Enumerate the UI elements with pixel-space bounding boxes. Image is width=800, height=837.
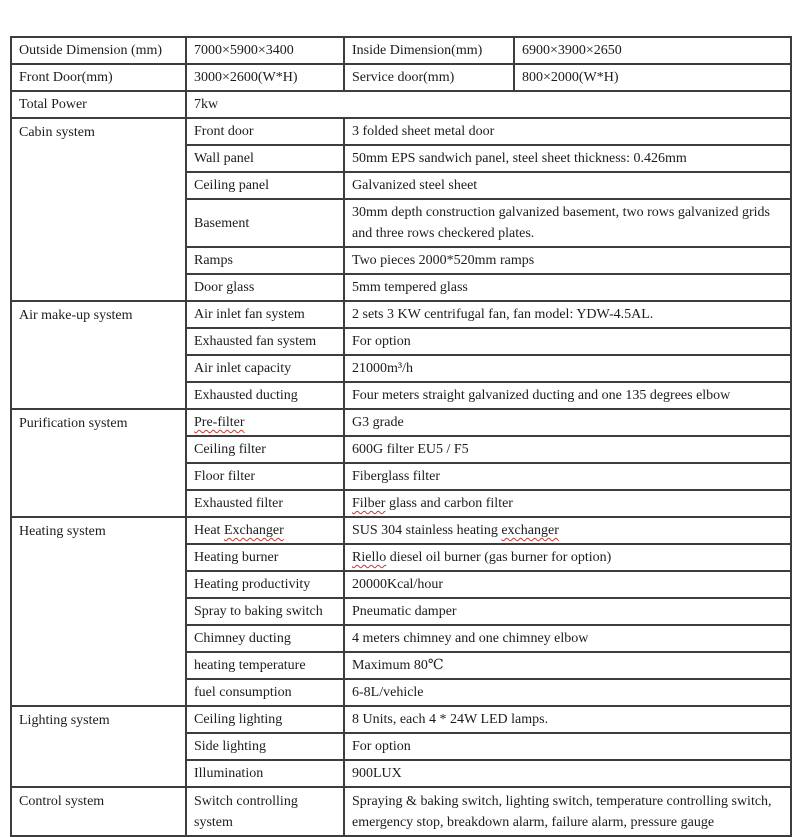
heating-productivity-value	[344, 571, 791, 598]
wall-panel-label	[186, 145, 344, 172]
misspelled-word: exchanger	[501, 523, 559, 538]
row-heat-exchanger	[11, 517, 791, 544]
exhausted-fan-value	[344, 328, 791, 355]
side-lighting-label	[186, 733, 344, 760]
text-segment: Service door(mm)	[352, 70, 455, 85]
heating-productivity-label	[186, 571, 344, 598]
text-segment: 900LUX	[352, 766, 402, 781]
misspelled-word: Pre-filter	[194, 415, 245, 430]
text-segment: 8 Units, each 4 * 24W LED lamps.	[352, 712, 549, 727]
air-inlet-capacity-value	[344, 355, 791, 382]
text-segment: fuel consumption	[194, 685, 292, 700]
text-segment: Pneumatic damper	[352, 604, 457, 619]
text-segment: Heat	[194, 523, 224, 538]
text-segment: Door glass	[194, 280, 255, 295]
text-segment: Front Door(mm)	[19, 70, 113, 85]
ceiling-lighting-value	[344, 706, 791, 733]
text-segment: Spraying & baking switch, lighting switch, temperature controlling switch, emergency stop, breakdown alarm, failure alarm, pressure gauge	[352, 793, 772, 830]
pre-filter-label	[186, 409, 344, 436]
misspelled-word: Exchanger	[223, 523, 284, 538]
spray-baking-switch-label	[186, 598, 344, 625]
text-segment: Exhausted ducting	[194, 388, 298, 403]
cabin-front-door-label	[186, 118, 344, 145]
spec-table	[10, 36, 792, 837]
pre-filter-value	[344, 409, 791, 436]
air-inlet-fan-value	[344, 301, 791, 328]
text-segment: Purification system	[19, 416, 128, 431]
text-segment: 3000×2600(W*H)	[194, 70, 298, 85]
section-purification-system	[11, 409, 186, 517]
air-inlet-capacity-label	[186, 355, 344, 382]
heating-temperature-label	[186, 652, 344, 679]
switch-controlling-value	[344, 787, 791, 836]
row-dimensions	[11, 37, 791, 64]
text-segment: 7kw	[194, 97, 219, 112]
illumination-value	[344, 760, 791, 787]
text-segment: For option	[352, 739, 411, 754]
text-segment: Maximum 80℃	[352, 658, 444, 673]
service-door-label	[344, 64, 514, 91]
text-segment: 4 meters chimney and one chimney elbow	[352, 631, 589, 646]
spec-table-body	[11, 37, 791, 836]
ceiling-panel-value	[344, 172, 791, 199]
basement-value	[344, 199, 791, 247]
ceiling-lighting-label	[186, 706, 344, 733]
row-control-system	[11, 787, 791, 836]
heating-temperature-value	[344, 652, 791, 679]
text-segment: G3 grade	[352, 415, 404, 430]
exhausted-filter-value	[344, 490, 791, 517]
floor-filter-label	[186, 463, 344, 490]
basement-label	[186, 199, 344, 247]
text-segment: Floor filter	[194, 469, 256, 484]
text-segment: 6-8L/vehicle	[352, 685, 424, 700]
text-segment: SUS 304 stainless heating	[352, 523, 502, 538]
heating-burner-value	[344, 544, 791, 571]
text-segment: 600G filter EU5 / F5	[352, 442, 469, 457]
illumination-label	[186, 760, 344, 787]
exhausted-ducting-value	[344, 382, 791, 409]
text-segment: 800×2000(W*H)	[522, 70, 619, 85]
inside-dimension-value	[514, 37, 791, 64]
text-segment: 50mm EPS sandwich panel, steel sheet thickness: 0.426mm	[352, 151, 687, 166]
fuel-consumption-value	[344, 679, 791, 706]
text-segment: heating temperature	[194, 658, 306, 673]
text-segment: Outside Dimension (mm)	[19, 43, 163, 58]
row-pre-filter	[11, 409, 791, 436]
row-air-inlet-fan	[11, 301, 791, 328]
air-inlet-fan-label	[186, 301, 344, 328]
text-segment: 20000Kcal/hour	[352, 577, 443, 592]
text-segment: Basement	[194, 215, 250, 231]
text-segment: Air inlet fan system	[194, 307, 305, 322]
text-segment: Fiberglass filter	[352, 469, 441, 484]
exhausted-filter-label	[186, 490, 344, 517]
text-segment: 6900×3900×2650	[522, 43, 622, 58]
text-segment: Two pieces 2000*520mm ramps	[352, 253, 535, 268]
spray-baking-switch-value	[344, 598, 791, 625]
heat-exchanger-label	[186, 517, 344, 544]
exhausted-fan-label	[186, 328, 344, 355]
misspelled-word: Riello	[352, 550, 387, 565]
text-segment: Exhausted filter	[194, 496, 284, 511]
section-lighting-system	[11, 706, 186, 787]
text-segment: Ceiling filter	[194, 442, 266, 457]
text-segment: Spray to baking switch	[194, 604, 323, 619]
ramps-value	[344, 247, 791, 274]
front-door-label	[11, 64, 186, 91]
text-segment: Four meters straight galvanized ducting and one 135 degrees elbow	[352, 388, 731, 403]
text-segment: diesel oil burner (gas burner for option)	[386, 550, 612, 565]
text-segment: 7000×5900×3400	[194, 43, 294, 58]
text-segment: Heating system	[19, 524, 106, 539]
outside-dimension-label	[11, 37, 186, 64]
text-segment: Exhausted fan system	[194, 334, 317, 349]
ceiling-filter-value	[344, 436, 791, 463]
outside-dimension-value	[186, 37, 344, 64]
text-segment: 21000m³/h	[352, 361, 413, 376]
section-control-system	[11, 787, 186, 836]
text-segment: Switch controlling system	[194, 794, 298, 830]
text-segment: Ceiling lighting	[194, 712, 283, 727]
row-ceiling-lighting	[11, 706, 791, 733]
door-glass-value	[344, 274, 791, 301]
text-segment: Ceiling panel	[194, 178, 270, 193]
side-lighting-value	[344, 733, 791, 760]
section-heating-system	[11, 517, 186, 706]
text-segment: glass and carbon filter	[385, 496, 513, 511]
text-segment: Ramps	[194, 253, 233, 268]
text-segment: 3 folded sheet metal door	[352, 124, 495, 139]
text-segment: 5mm tempered glass	[352, 280, 468, 295]
heat-exchanger-value	[344, 517, 791, 544]
wall-panel-value	[344, 145, 791, 172]
text-segment: Inside Dimension(mm)	[352, 43, 483, 58]
door-glass-label	[186, 274, 344, 301]
total-power-label	[11, 91, 186, 118]
inside-dimension-label	[344, 37, 514, 64]
ceiling-filter-label	[186, 436, 344, 463]
text-segment: For option	[352, 334, 411, 349]
text-segment: Galvanized steel sheet	[352, 178, 478, 193]
row-cabin-front-door	[11, 118, 791, 145]
text-segment: Chimney ducting	[194, 631, 291, 646]
text-segment: Air inlet capacity	[194, 361, 292, 376]
ramps-label	[186, 247, 344, 274]
row-total-power	[11, 91, 791, 118]
row-doors	[11, 64, 791, 91]
text-segment: Lighting system	[19, 713, 110, 728]
front-door-value	[186, 64, 344, 91]
text-segment: Total Power	[19, 97, 87, 112]
text-segment: 2 sets 3 KW centrifugal fan, fan model: YDW-4.5AL.	[352, 307, 654, 322]
text-segment: Air make-up system	[19, 308, 133, 323]
text-segment: Control system	[19, 794, 105, 809]
text-segment: Side lighting	[194, 739, 266, 754]
text-segment: Heating productivity	[194, 577, 311, 592]
switch-controlling-label	[186, 787, 344, 836]
ceiling-panel-label	[186, 172, 344, 199]
text-segment: Wall panel	[194, 151, 254, 166]
heating-burner-label	[186, 544, 344, 571]
exhausted-ducting-label	[186, 382, 344, 409]
text-segment: Illumination	[194, 766, 264, 781]
text-segment: 30mm depth construction galvanized basement, two rows galvanized grids and three rows checkered plates.	[352, 205, 770, 241]
text-segment: Cabin system	[19, 125, 95, 140]
service-door-value	[514, 64, 791, 91]
chimney-ducting-label	[186, 625, 344, 652]
cabin-front-door-value	[344, 118, 791, 145]
section-air-makeup-system	[11, 301, 186, 409]
text-segment: Front door	[194, 124, 254, 139]
section-cabin-system	[11, 118, 186, 301]
misspelled-word: Filber	[352, 496, 386, 511]
floor-filter-value	[344, 463, 791, 490]
total-power-value	[186, 91, 791, 118]
chimney-ducting-value	[344, 625, 791, 652]
fuel-consumption-label	[186, 679, 344, 706]
text-segment: Heating burner	[194, 550, 279, 565]
